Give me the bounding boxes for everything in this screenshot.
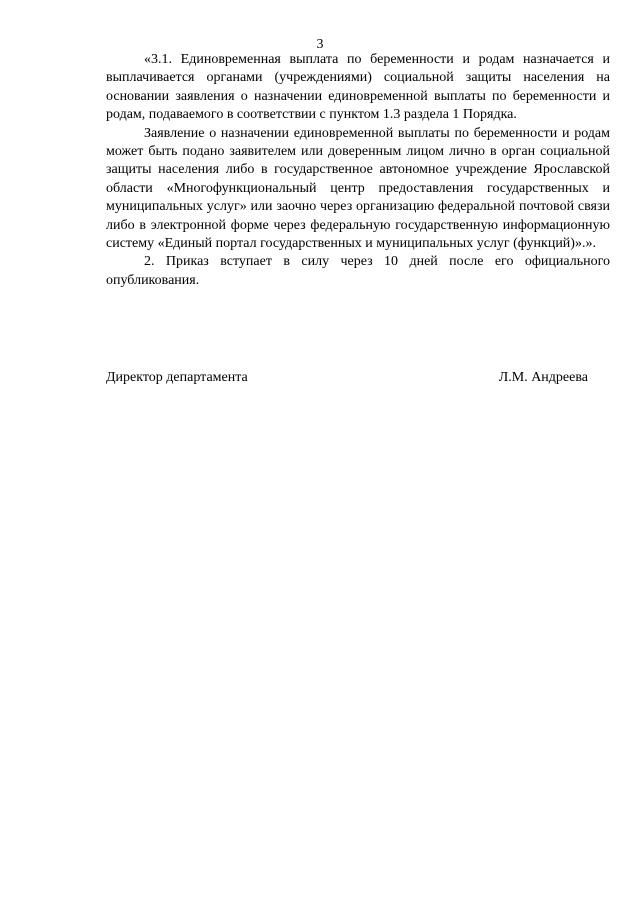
signature-block <box>106 369 588 386</box>
paragraph-3-1: «3.1. Единовременная выплата по беременности и родам назначается и выплачивается органами (учреждениями) социальной защиты населения на основании заявления о назначении единовременной выплаты по беременности и родам, подаваемого в соответствии с пунктом 1.3 раздела 1 Порядка. <box>106 52 610 123</box>
signatory-name: Л.М. Андреева <box>498 370 588 385</box>
page-number: 3 <box>316 37 324 52</box>
signatory-position: Директор департамента <box>106 370 248 385</box>
paragraph-application: Заявление о назначении единовременной выплаты по беременности и родам может быть подано заявителем или доверенным лицом лично в орган социальной защиты населения либо в государственное автономное учреждение Ярославской области «Многофункциональный центр предоставления государственных и муниципальных услуг» или заочно через организацию федеральной почтовой связи либо в электронной форме через федеральную государственную информационную систему «Единый портал государственных и муниципальных услуг (функций)».». <box>106 125 610 252</box>
document-body <box>106 51 610 290</box>
paragraph-2-effective-date: 2. Приказ вступает в силу через 10 дней после его официального опубликования. <box>106 254 610 288</box>
